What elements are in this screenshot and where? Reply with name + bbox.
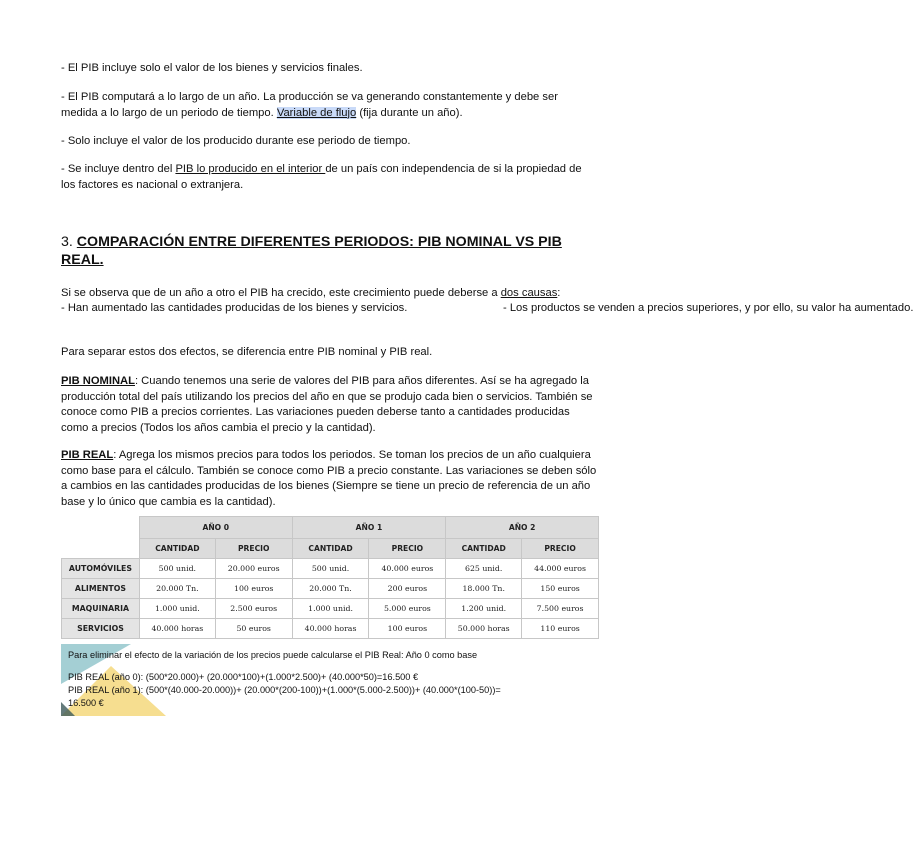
- section-heading: 3. COMPARACIÓN ENTRE DIFERENTES PERIODOS: PIB NOMINAL VS PIB REAL.: [61, 234, 562, 268]
- intro-causes: Si se observa que de un año a otro el PIB ha crecido, este crecimiento puede deberse a dos causas:: [61, 287, 561, 299]
- bullet-interior: - Se incluye dentro del PIB lo producido en el interior de un país con independencia de si la propiedad de los factores es nacional o extranjera.: [61, 163, 582, 191]
- year-1-header: AÑO 1: [292, 517, 446, 539]
- table-row: ALIMENTOS 20.000 Tn. 100 euros 20.000 Tn. 200 euros 18.000 Tn. 150 euros: [62, 579, 599, 599]
- calc-year-1: PIB REAL (año 1): (500*(40.000-20.000))+ (20.000*(200-100))+(1.000*(5.000-2.500))+ (40.000*(100-50))=: [68, 685, 501, 695]
- real-term: PIB REAL: [61, 449, 114, 461]
- calc-year-0: PIB REAL (año 0): (500*20.000)+ (20.000*100)+(1.000*2.500)+ (40.000*50)=16.500 €: [68, 672, 419, 682]
- year-2-header: AÑO 2: [446, 517, 599, 539]
- year-0-header: AÑO 0: [139, 517, 292, 539]
- separate-effects: Para separar estos dos efectos, se diferencia entre PIB nominal y PIB real.: [61, 346, 433, 358]
- real-paragraph: PIB REAL: Agrega los mismos precios para todos los periodos. Se toman los precios de un año cualquiera como base para el cálculo. También se conoce como PIB a precio constante. Las variaciones se deben sólo a cambios en las cantidades producidas de los bienes (Siempre se tiene un precio de referencia de un año base y lo único que cambia es la cantidad).: [61, 449, 597, 508]
- nominal-term: PIB NOMINAL: [61, 375, 135, 387]
- nominal-paragraph: PIB NOMINAL: Cuando tenemos una serie de valores del PIB para años diferentes. Así se ha agregado la producción total del país utilizando los precios del año en que se produjo cada bien o servicios. También se conoce como PIB a precios corrientes. Las variaciones pueden deberse tanto a cantidades producidas como a precios (Todos los años cambia el precio y la cantidad).: [61, 375, 593, 434]
- table-row: MAQUINARIA 1.000 unid. 2.500 euros 1.000 unid. 5.000 euros 1.200 unid. 7.500 euros: [62, 599, 599, 619]
- intro-cause-1: - Han aumentado las cantidades producidas de los bienes y servicios.: [61, 302, 408, 314]
- flow-variable-link[interactable]: Variable de flujo: [276, 106, 357, 119]
- pib-table: [61, 516, 599, 639]
- calc-intro: Para eliminar el efecto de la variación de los precios puede calcularse el PIB Real: Año 0 como base: [68, 650, 478, 660]
- bullet-annual-period: - El PIB computará a lo largo de un año. La producción se va generando constantemente y debe ser medida a lo largo de un periodo de tiempo. Variable de flujo (fija durante un año).: [61, 91, 558, 119]
- intro-cause-2-start: - Los productos se venden a precios superiores, y por ello, su valor ha aumentado.: [503, 302, 913, 314]
- table-year-header-row: [62, 517, 599, 539]
- table-subheader-row: CANTIDAD PRECIO CANTIDAD PRECIO CANTIDAD PRECIO: [62, 539, 599, 559]
- bullet-period-only: - Solo incluye el valor de los producido durante ese periodo de tiempo.: [61, 135, 411, 147]
- bullet-final-goods: - El PIB incluye solo el valor de los bienes y servicios finales.: [61, 62, 363, 74]
- calc-year-1-result: 16.500 €: [68, 698, 104, 708]
- table-row: AUTOMÓVILES 500 unid. 20.000 euros 500 unid. 40.000 euros 625 unid. 44.000 euros: [62, 559, 599, 579]
- table-row: SERVICIOS 40.000 horas 50 euros 40.000 horas 100 euros 50.000 horas 110 euros: [62, 619, 599, 639]
